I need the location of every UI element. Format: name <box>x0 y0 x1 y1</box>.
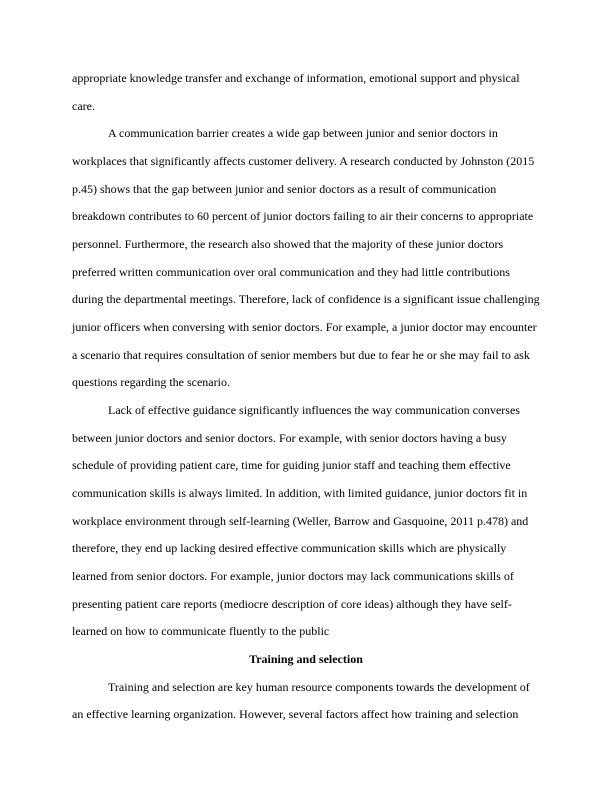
paragraph-line: presenting patient care reports (mediocre description of core ideas) although they have self- <box>72 597 512 611</box>
section-heading: Training and selection <box>249 652 363 666</box>
paragraph-line: breakdown contributes to 60 percent of junior doctors failing to air their concerns to appropriate <box>72 209 534 223</box>
paragraph-line: during the departmental meetings. Therefore, lack of confidence is a significant issue challenging <box>72 292 540 306</box>
paragraph-line: Lack of effective guidance significantly influences the way communication converses <box>108 403 520 417</box>
paragraph-line: learned from senior doctors. For example, junior doctors may lack communications skills of <box>72 569 514 583</box>
paragraph-line: questions regarding the scenario. <box>72 375 230 389</box>
paragraph-line: junior officers when conversing with senior doctors. For example, a junior doctor may encounter <box>72 320 537 334</box>
paragraph-line: learned on how to communicate fluently to the public <box>72 624 330 638</box>
paragraph-line: between junior doctors and senior doctors. For example, with senior doctors having a busy <box>72 431 507 445</box>
paragraph-line: appropriate knowledge transfer and exchange of information, emotional support and physical <box>72 71 520 85</box>
paragraph-line: workplace environment through self-learning (Weller, Barrow and Gasquoine, 2011 p.478) and <box>72 514 529 528</box>
paragraph-line: workplaces that significantly affects customer delivery. A research conducted by Johnston (2015 <box>72 154 535 168</box>
paragraph-line: p.45) shows that the gap between junior and senior doctors as a result of communication <box>72 182 497 196</box>
paragraph-line: a scenario that requires consultation of senior members but due to fear he or she may fail to ask <box>72 348 530 362</box>
paragraph-line: care. <box>72 99 95 113</box>
paragraph-line: communication skills is always limited. In addition, with limited guidance, junior doctors fit in <box>72 486 528 500</box>
paragraph-line: preferred written communication over oral communication and they had little contributions <box>72 265 510 279</box>
paragraph-line: personnel. Furthermore, the research also showed that the majority of these junior doctors <box>72 237 504 251</box>
paragraph-line: schedule of providing patient care, time for guiding junior staff and teaching them effective <box>72 458 511 472</box>
paragraph-line: A communication barrier creates a wide gap between junior and senior doctors in <box>108 126 498 140</box>
paragraph-line: therefore, they end up lacking desired effective communication skills which are physically <box>72 541 507 555</box>
paragraph-line: an effective learning organization. However, several factors affect how training and selection <box>72 707 519 721</box>
paragraph-line: Training and selection are key human resource components towards the development of <box>108 680 530 694</box>
